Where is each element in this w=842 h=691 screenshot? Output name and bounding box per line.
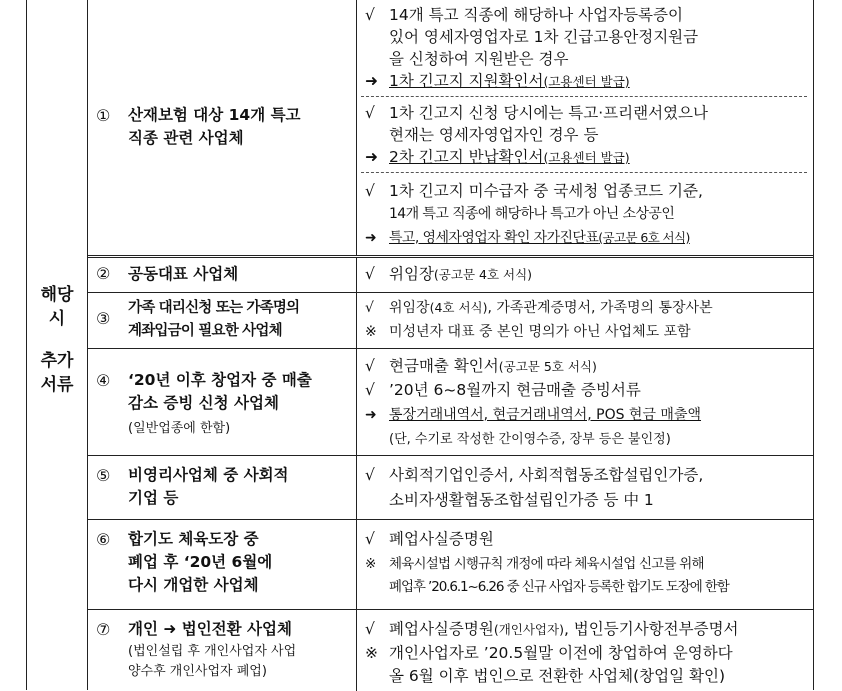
row-label-cell <box>88 349 357 456</box>
arrow-icon: ➜ <box>365 230 377 246</box>
check-mark: √ <box>365 104 375 122</box>
item-text: 1차 긴고지 미수급자 중 국세청 업종코드 기준, <box>389 182 703 200</box>
table-row <box>88 609 813 691</box>
row-number: ③ <box>96 309 111 328</box>
item-text: 14개 특고 직종에 해당하나 사업자등록증이 <box>389 6 683 24</box>
row-title: ‘20년 이후 창업자 중 매출 감소 증빙 신청 사업체 <box>128 371 312 412</box>
row-subtitle: (법인설립 후 개인사업자 사업 양수후 개인사업자 폐업) <box>128 644 297 679</box>
arrow-icon: ➜ <box>365 407 377 423</box>
item-note: (개인사업자) <box>493 622 564 637</box>
arrow-icon: ➜ <box>365 72 378 90</box>
item-text: 2차 긴고지 반납확인서 <box>389 148 544 166</box>
arrow-icon: ➜ <box>365 148 378 166</box>
note-mark: ※ <box>365 556 376 572</box>
item-text: ’20년 6~8월까지 현금매출 증빙서류 <box>389 381 641 399</box>
row-label-cell <box>88 258 357 292</box>
item-text: (단, 수기로 작성한 간이영수증, 장부 등은 불인정) <box>389 432 671 447</box>
item-text: 14개 특고 직종에 해당하나 특고가 아닌 소상공인 <box>389 206 675 222</box>
item-note: (4호 서식) <box>429 300 488 315</box>
table-row <box>88 255 813 292</box>
row-label-cell <box>88 610 357 691</box>
item-text: 올 6월 이후 법인으로 전환한 사업체(창업일 확인) <box>389 667 726 685</box>
row-subtitle: (일반업종에 한함) <box>128 421 231 436</box>
category-label-line3: 추가 <box>40 351 74 371</box>
row-number: ① <box>96 106 111 125</box>
item-text: 현재는 영세자영업자인 경우 등 <box>389 126 599 144</box>
row-number: ⑦ <box>96 620 111 639</box>
check-mark: √ <box>365 620 375 638</box>
item-note: (고용센터 발급) <box>543 74 630 89</box>
row-number: ⑥ <box>96 530 111 549</box>
additional-documents-table <box>26 0 814 690</box>
table-row <box>88 292 813 349</box>
item-note: (공고문 5호 서식) <box>498 359 597 374</box>
check-mark: √ <box>365 300 374 316</box>
category-label-line4: 서류 <box>40 375 74 395</box>
row-label-cell <box>88 0 357 255</box>
item-text: 체육시설법 시행규칙 개정에 따라 체육시설업 신고를 위해 <box>389 556 704 572</box>
check-mark: √ <box>365 381 375 399</box>
row-title: 합기도 체육도장 중 폐업 후 ‘20년 6월에 다시 개업한 사업체 <box>128 530 273 594</box>
table-row <box>88 0 813 255</box>
item-text: 통장거래내역서, 현금거래내역서, POS 현금 매출액 <box>389 407 702 423</box>
row-title: 공동대표 사업체 <box>128 265 239 283</box>
row-label-cell <box>88 456 357 520</box>
item-text: 특고, 영세자영업자 확인 자가진단표 <box>389 230 599 246</box>
category-label-line1: 해당 <box>40 285 74 305</box>
item-text: 폐업사실증명원 <box>389 620 494 638</box>
item-note: (공고문 6호 서식) <box>598 230 690 245</box>
table-row <box>88 455 813 520</box>
row-title: 비영리사업체 중 사회적 기업 등 <box>128 466 289 507</box>
item-text: 1차 긴고지 신청 당시에는 특고·프리랜서였으나 <box>389 104 708 122</box>
item-note: (공고문 4호 서식) <box>433 267 533 282</box>
table-row <box>88 519 813 610</box>
item-text: 폐업후 ’20.6.1~6.26 중 신규 사업자 등록한 합기도 도장에 한함 <box>389 579 729 595</box>
category-label-line2: 시 <box>48 309 66 329</box>
row-number: ⑤ <box>96 466 111 485</box>
note-mark: ※ <box>365 324 377 340</box>
item-text: 위임장 <box>389 300 430 316</box>
check-mark: √ <box>365 466 375 484</box>
item-text: 사회적기업인증서, 사회적협동조합설립인가증, <box>389 466 704 484</box>
check-mark: √ <box>365 182 375 200</box>
row-title: 산재보험 대상 14개 특고 직종 관련 사업체 <box>128 106 301 147</box>
item-text: 위임장 <box>389 265 434 283</box>
dashed-divider <box>361 96 807 97</box>
row-number: ④ <box>96 371 111 390</box>
item-text: 소비자생활협동조합설립인가증 등 中 1 <box>389 491 654 509</box>
note-mark: ※ <box>365 644 378 662</box>
item-note: (고용센터 발급) <box>543 150 630 165</box>
item-text: 있어 영세자영업자로 1차 긴급고용안정지원금 <box>389 28 699 46</box>
item-text: 개인사업자로 ’20.5월말 이전에 창업하여 운영하다 <box>389 644 733 662</box>
row-label-cell <box>88 520 357 610</box>
item-text: 을 신청하여 지원받은 경우 <box>389 50 569 68</box>
table-row <box>88 348 813 456</box>
check-mark: √ <box>365 530 375 548</box>
check-mark: √ <box>365 357 375 375</box>
item-text: 현금매출 확인서 <box>389 357 499 375</box>
item-text: 미성년자 대표 중 본인 명의가 아닌 사업체도 포함 <box>389 324 691 340</box>
item-text: , 가족관계증명서, 가족명의 통장사본 <box>487 300 713 316</box>
row-title: 개인 ➜ 법인전환 사업체 <box>128 620 292 638</box>
check-mark: √ <box>365 6 375 24</box>
category-column <box>27 0 88 690</box>
item-text: 폐업사실증명원 <box>389 530 494 548</box>
dashed-divider <box>361 172 807 173</box>
row-label-cell <box>88 293 357 349</box>
row-number: ② <box>96 264 111 283</box>
item-text: 1차 긴고지 지원확인서 <box>389 72 544 90</box>
item-text: , 법인등기사항전부증명서 <box>563 620 739 638</box>
row-title: 가족 대리신청 또는 가족명의 계좌입금이 필요한 사업체 <box>128 300 300 339</box>
check-mark: √ <box>365 265 375 283</box>
